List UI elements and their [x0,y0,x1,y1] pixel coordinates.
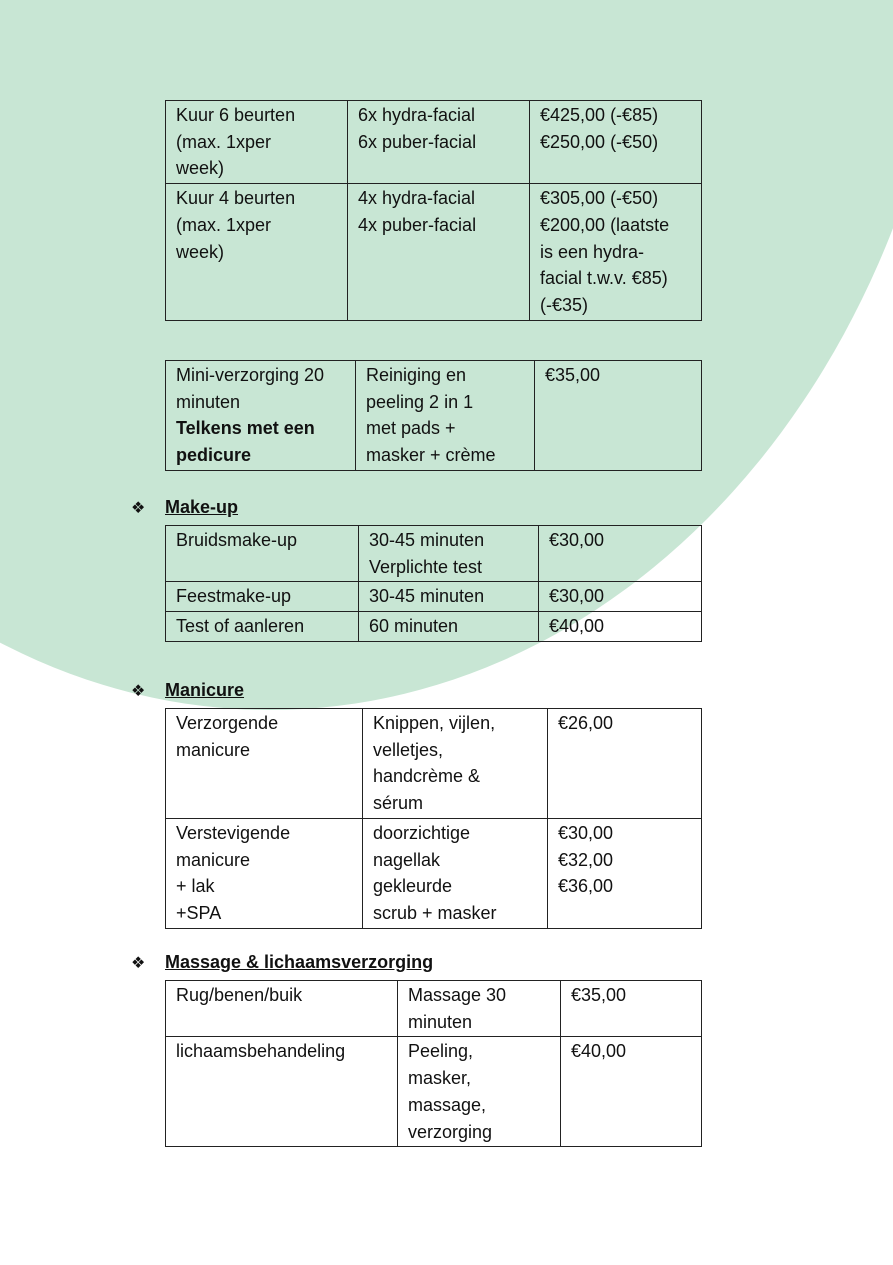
section-title-label: Make-up [165,497,239,517]
treatment-name-text: Mini-verzorging 20 minuten [176,365,325,412]
treatment-name: Verzorgende manicure [166,709,363,819]
four-diamond-bullet-icon: ❖ [131,954,146,972]
manicure-table [165,708,702,929]
section-title-makeup [131,497,238,518]
section-title-manicure [131,680,244,701]
section-title-massage [131,952,433,973]
treatment-price: €30,00 [539,582,702,612]
table-row [166,612,702,642]
treatment-name: Bruidsmake-up [166,526,359,582]
treatment-description: Massage 30 minuten [398,981,561,1037]
treatment-name: lichaamsbehandeling [166,1037,398,1147]
treatment-description: 4x hydra-facial 4x puber-facial [348,184,530,321]
treatment-name: Verstevigende manicure + lak +SPA [166,818,363,928]
treatment-name: Feestmake-up [166,582,359,612]
treatment-description: 6x hydra-facial 6x puber-facial [348,101,530,184]
treatment-name: Kuur 4 beurten (max. 1xper week) [166,184,348,321]
mini-verzorging-table [165,360,702,471]
makeup-table [165,525,702,642]
table-row [166,361,702,471]
treatment-description: 30-45 minuten [359,582,539,612]
treatment-price: €425,00 (-€85) €250,00 (-€50) [530,101,702,184]
treatment-name: Test of aanleren [166,612,359,642]
four-diamond-bullet-icon: ❖ [131,499,146,517]
treatment-price: €26,00 [548,709,702,819]
table-row [166,1037,702,1147]
treatment-name [166,361,356,471]
treatment-description: 30-45 minuten Verplichte test [359,526,539,582]
table-row [166,526,702,582]
treatment-description: 60 minuten [359,612,539,642]
table-row [166,981,702,1037]
treatment-description: Knippen, vijlen, velletjes, handcrème & sérum [363,709,548,819]
section-title-label: Manicure [165,680,245,700]
treatment-name: Rug/benen/buik [166,981,398,1037]
treatment-description: doorzichtige nagellak gekleurde scrub + masker [363,818,548,928]
treatment-price: €35,00 [561,981,702,1037]
massage-table [165,980,702,1147]
treatment-price: €40,00 [561,1037,702,1147]
treatment-name-note: Telkens met een pedicure [176,418,315,466]
table-row [166,184,702,321]
treatment-price: €35,00 [535,361,702,471]
treatment-price: €40,00 [539,612,702,642]
table-row [166,101,702,184]
treatment-price: €305,00 (-€50) €200,00 (laatste is een hydra- facial t.w.v. €85) (-€35) [530,184,702,321]
treatment-price: €30,00 €32,00 €36,00 [548,818,702,928]
treatment-description: Peeling, masker, massage, verzorging [398,1037,561,1147]
treatment-price: €30,00 [539,526,702,582]
table-row [166,582,702,612]
table-row [166,709,702,819]
table-row [166,818,702,928]
kuur-table [165,100,702,321]
section-title-label: Massage & lichaamsverzorging [165,952,434,972]
treatment-name: Kuur 6 beurten (max. 1xper week) [166,101,348,184]
four-diamond-bullet-icon: ❖ [131,682,146,700]
treatment-description: Reiniging en peeling 2 in 1 met pads + masker + crème [356,361,535,471]
